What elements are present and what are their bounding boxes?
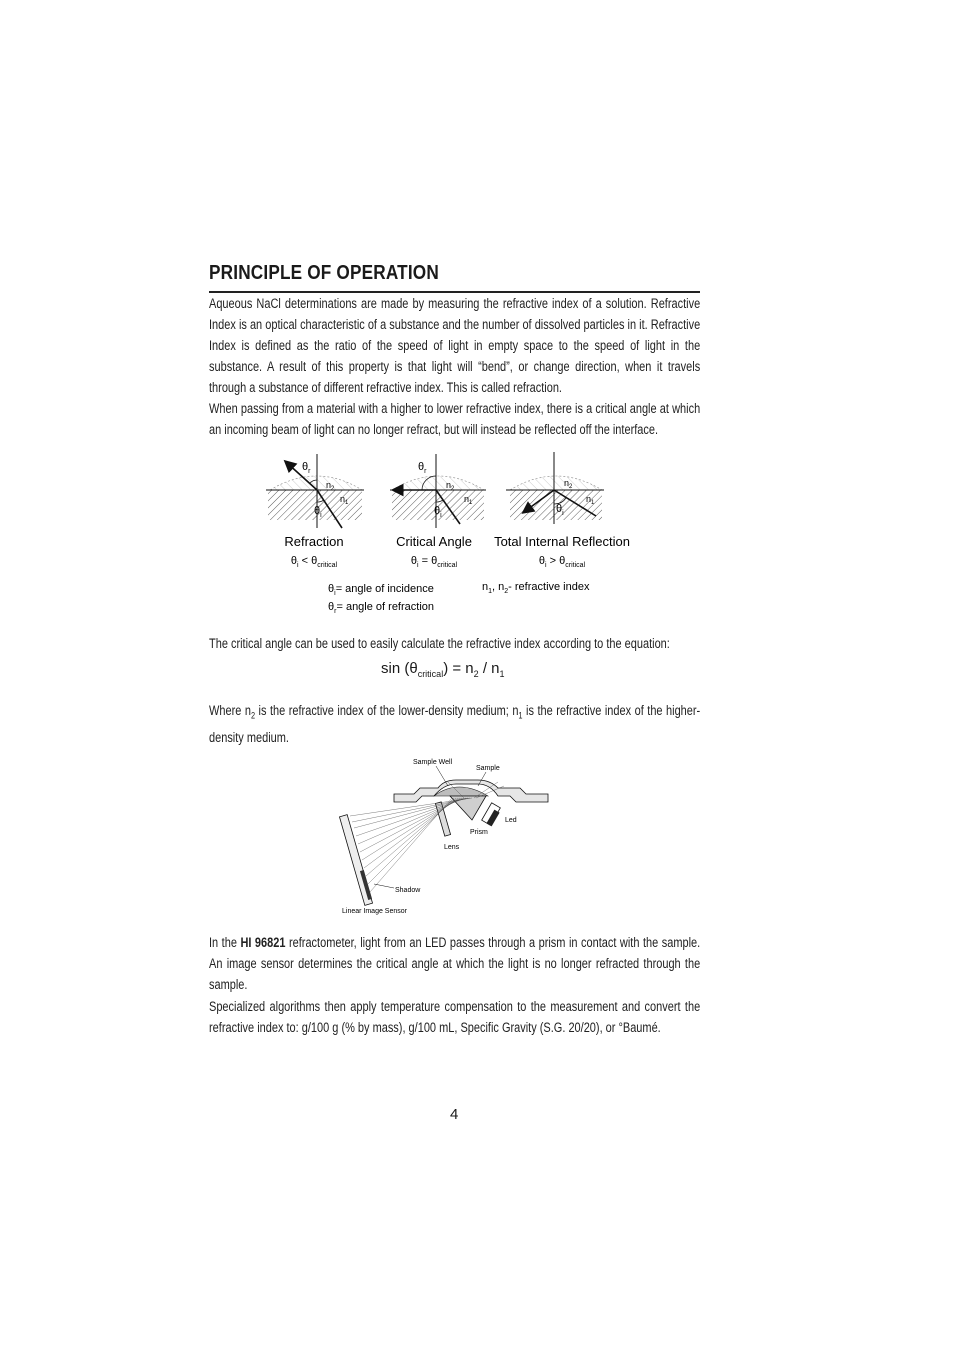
algorithms-paragraph bbox=[209, 996, 700, 1038]
n1-label-1: $n_1$ bbox=[340, 494, 349, 506]
equation-sub-n2: 2 bbox=[473, 669, 479, 679]
label-sample-well: Sample Well bbox=[413, 759, 453, 766]
legend-theta-i: $\theta_i=$ angle of incidence bbox=[328, 583, 434, 597]
n2-label-1: $n_2$ bbox=[326, 480, 335, 492]
critical-angle-panel bbox=[390, 454, 486, 569]
critical-angle-paragraph bbox=[209, 398, 700, 440]
critical-angle-equation bbox=[381, 660, 505, 679]
density-paragraph-text: Where $n_2$ is the refractive index of the lower-density medium; $n_1$ is the refractive index of the higher-density medium. bbox=[209, 703, 701, 745]
page-number: 4 bbox=[450, 1106, 459, 1123]
label-lens: Lens bbox=[444, 844, 460, 851]
label-sample: Sample bbox=[476, 765, 500, 772]
equation-intro-paragraph bbox=[209, 633, 700, 654]
panel-caption-refraction: Refraction bbox=[284, 534, 344, 549]
n2-label-3: $n_2$ bbox=[564, 478, 573, 490]
refraction-diagram bbox=[262, 450, 662, 620]
algorithms-paragraph-text: Specialized algorithms then apply temperature compensation to the measurement and convert the refractive index to: g/100 g (% by mass), g/100 mL, Specific Gravity (S.G. 20/20), or °Baumé. bbox=[209, 999, 701, 1035]
critical-angle-paragraph-text: When passing from a material with a higher to lower refractive index, there is a critical angle at which an incoming beam of light can no longer refract, but will instead be reflected off the interface. bbox=[209, 401, 701, 437]
refraction-panel bbox=[266, 454, 364, 569]
label-shadow: Shadow bbox=[395, 887, 421, 894]
legend-theta-r: $\theta_r=$ angle of refraction bbox=[328, 601, 435, 615]
theta-r-label-1: $\theta_r$ bbox=[302, 461, 311, 475]
theta-r-label-2: $\theta_r$ bbox=[418, 461, 427, 475]
label-sensor: Linear Image Sensor bbox=[342, 908, 407, 915]
legend-refraction-text: = angle of refraction bbox=[336, 601, 435, 613]
theta-i-label-2: $\theta_i$ bbox=[434, 505, 442, 519]
n1-label-3: $n_1$ bbox=[586, 494, 595, 506]
refractometer-optics-diagram bbox=[338, 752, 558, 922]
density-paragraph bbox=[209, 700, 700, 748]
legend-incidence-text: = angle of incidence bbox=[335, 583, 434, 595]
instrument-paragraph-text: In the HI 96821 refractometer, light from an LED passes through a prism in contact with the sample. An image sensor determines the critical angle at which the light is no longer refracted through the sample. bbox=[209, 935, 701, 992]
legend-index-text: - refractive index bbox=[508, 581, 590, 593]
intro-paragraph bbox=[209, 293, 700, 398]
equation-lhs: sin (θ bbox=[381, 660, 418, 677]
equation-slash: / n bbox=[478, 660, 500, 677]
section-title: PRINCIPLE OF OPERATION bbox=[209, 262, 439, 284]
equation-lhs-sub: critical bbox=[417, 669, 444, 679]
panel-caption-critical: Critical Angle bbox=[396, 534, 472, 549]
n1-label-2: $n_1$ bbox=[464, 494, 473, 506]
instrument-paragraph bbox=[209, 932, 700, 995]
intro-paragraph-text: Aqueous NaCl determinations are made by measuring the refractive index of a solution. Refractive Index is an optical characteristic of a substance and the number of dissolved particles in it. Refractive Index is defined as the ratio of the speed of light in empty space to the speed of light in the substance. A result of this property is that light will “bend”, or change direction, when it travels through a substance of different refractive index. This is called refraction. bbox=[209, 296, 701, 395]
panel-caption-tir: Total Internal Reflection bbox=[494, 534, 630, 549]
panel-relation-critical: $\theta_i = \theta_{critical}$ bbox=[410, 555, 458, 569]
model-name: HI 96821 bbox=[240, 935, 286, 950]
equation-intro-text: The critical angle can be used to easily calculate the refractive index according to the equation: bbox=[209, 636, 670, 651]
n2-label-2: $n_2$ bbox=[446, 480, 455, 492]
label-led: Led bbox=[505, 817, 517, 824]
equation-sub-n1: 1 bbox=[499, 669, 505, 679]
label-prism: Prism bbox=[470, 829, 488, 836]
equation-rhs: ) = n bbox=[443, 660, 474, 677]
panel-relation-tir: $\theta_i > \theta_{critical}$ bbox=[538, 555, 586, 569]
total-internal-reflection-panel bbox=[494, 452, 630, 569]
theta-i-label-3: $\theta_i$ bbox=[556, 503, 564, 517]
theta-i-label-1: $\theta_i$ bbox=[314, 505, 322, 519]
panel-relation-refraction: $\theta_i < \theta_{critical}$ bbox=[290, 555, 338, 569]
legend-index: $n_1$, $n_2-$ refractive index bbox=[482, 581, 590, 595]
